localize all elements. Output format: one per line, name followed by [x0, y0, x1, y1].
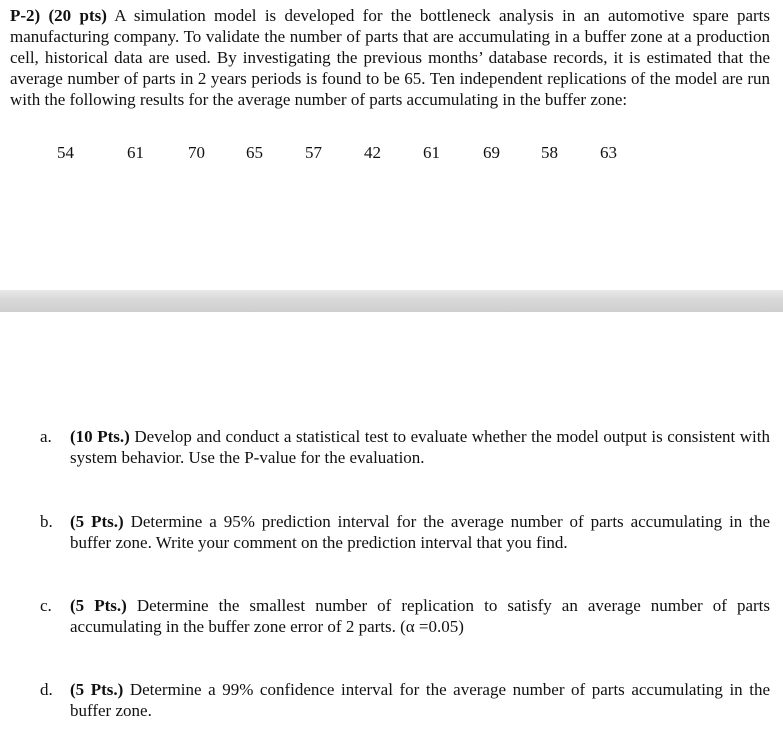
question-points: (5 Pts.) — [70, 680, 124, 699]
problem-label: P-2) (20 pts) — [10, 6, 107, 25]
question-text: Develop and conduct a statistical test to evaluate whether the model output is consistent with system behavior. Use the P-value for the evaluation. — [70, 427, 771, 467]
value-7: 61 — [423, 143, 440, 162]
page-divider — [0, 290, 783, 312]
value-2: 61 — [127, 143, 144, 162]
value-8: 69 — [483, 143, 500, 162]
value-10: 63 — [600, 143, 617, 162]
question-text: Determine the smallest number of replication to satisfy an average number of parts accumulating in the buffer zone error of 2 parts. (α =0.05) — [70, 596, 771, 636]
question-points: (5 Pts.) — [70, 512, 124, 531]
problem-statement — [10, 5, 770, 110]
replication-values — [0, 143, 783, 163]
value-9: 58 — [541, 143, 558, 162]
question-marker: a. — [40, 427, 52, 446]
question-d — [40, 679, 770, 721]
question-text: Determine a 99% confidence interval for the average number of parts accumulating in the buffer zone. — [70, 680, 770, 720]
question-marker: c. — [40, 596, 52, 615]
value-1: 54 — [57, 143, 74, 162]
problem-text: A simulation model is developed for the bottleneck analysis in an automotive spare parts manufacturing company. To validate the number of parts that are accumulating in a buffer zone at a production cell, historical data are used. By investigating the previous months’ database records, it is estimated that the average number of parts in 2 years periods is found to be 65. Ten independent replications of the model are run with the following results for the average number of parts accumulating in the buffer zone: — [10, 6, 771, 109]
question-marker: d. — [40, 680, 53, 699]
question-marker: b. — [40, 512, 53, 531]
value-6: 42 — [364, 143, 381, 162]
value-5: 57 — [305, 143, 322, 162]
question-a — [40, 426, 771, 468]
question-c — [40, 595, 771, 637]
value-3: 70 — [188, 143, 205, 162]
value-4: 65 — [246, 143, 263, 162]
question-points: (5 Pts.) — [70, 596, 127, 615]
question-b — [40, 511, 770, 553]
question-text: Determine a 95% prediction interval for the average number of parts accumulating in the buffer zone. Write your comment on the prediction interval that you find. — [70, 512, 770, 552]
question-points: (10 Pts.) — [70, 427, 130, 446]
